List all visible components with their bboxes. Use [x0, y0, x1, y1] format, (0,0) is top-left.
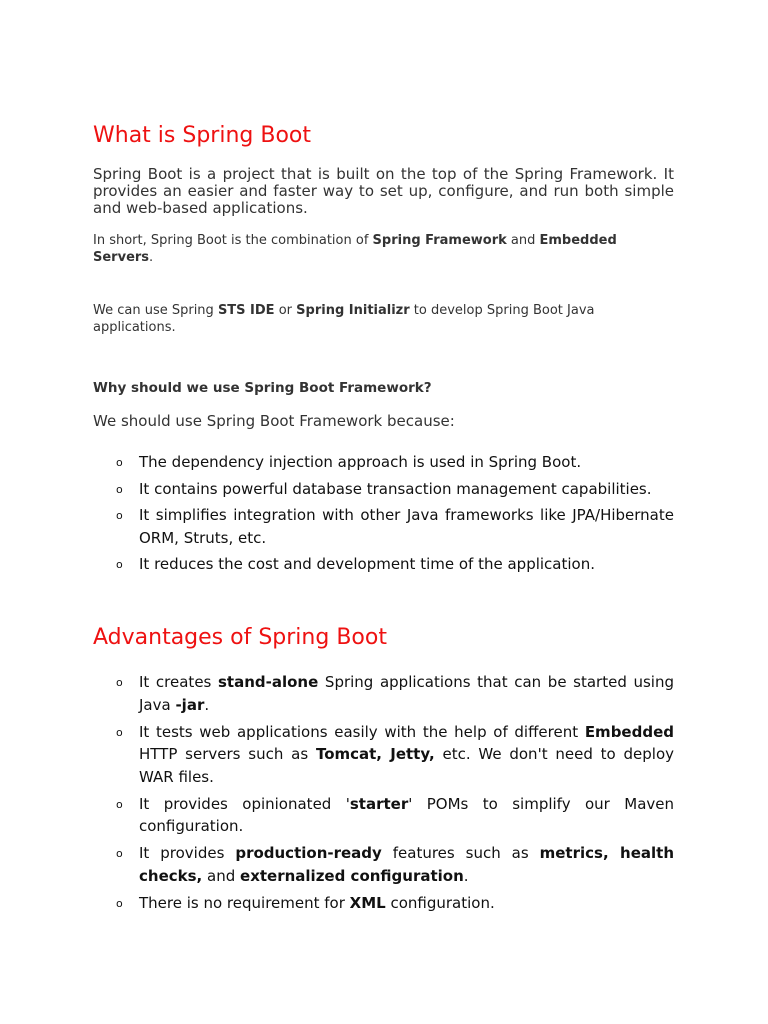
sts-bold-ide: STS IDE	[217, 303, 275, 318]
short-bold-spring-framework: Spring Framework	[372, 233, 507, 248]
why-subheading: Why should we use Spring Boot Framework?	[93, 380, 432, 396]
bullet-icon: o	[116, 797, 123, 811]
adv-text: There is no requirement for	[139, 893, 350, 912]
heading-what-is-spring-boot: What is Spring Boot	[93, 123, 311, 148]
adv-text: and	[202, 866, 241, 885]
short-text-1: In short, Spring Boot is the combination of	[93, 233, 373, 248]
adv-text: HTTP servers such as	[139, 745, 316, 763]
adv-text: .	[463, 866, 469, 885]
adv-text: features such as	[381, 844, 540, 862]
tools-paragraph	[93, 303, 674, 336]
short-text-2: and	[506, 233, 540, 248]
sts-text-2: or	[274, 303, 297, 318]
sts-text-1: We can use Spring	[93, 303, 218, 318]
sts-text-3: to develop Spring Boot Java applications.	[93, 303, 595, 335]
bullet-icon: o	[116, 482, 123, 496]
bullet-icon: o	[116, 456, 123, 469]
adv-bold: externalized configuration	[240, 866, 464, 885]
sts-bold-initializr: Spring Initializr	[296, 303, 410, 318]
adv-text: Spring applications that can be started using Java	[139, 673, 675, 714]
adv-text: ' POMs to simplify our Maven configuration.	[139, 794, 674, 835]
adv-text: configuration.	[385, 893, 495, 912]
list-item	[93, 451, 674, 474]
adv-text: It provides	[139, 844, 236, 862]
adv-text: etc. We don't need to deploy WAR files.	[139, 745, 674, 786]
bullet-icon: o	[116, 509, 123, 522]
short-summary-paragraph	[93, 233, 674, 266]
reason-text: It simplifies integration with other Java frameworks like JPA/Hibernate ORM, Struts, etc.	[139, 506, 674, 547]
adv-bold: production-ready	[235, 844, 382, 862]
reason-text: It reduces the cost and development time of the application.	[139, 555, 595, 573]
adv-text: It tests web applications easily with the help of different	[139, 722, 585, 741]
adv-bold: starter	[349, 794, 409, 813]
list-item	[93, 793, 674, 838]
bullet-icon: o	[116, 896, 123, 910]
adv-bold: Tomcat, Jetty,	[315, 745, 435, 763]
adv-bold: stand-alone	[218, 673, 319, 691]
bullet-icon: o	[116, 847, 123, 860]
adv-bold: Embedded	[584, 722, 674, 741]
heading-advantages: Advantages of Spring Boot	[93, 625, 387, 650]
short-bold-embedded-servers: Embedded Servers	[93, 233, 617, 265]
list-item	[93, 721, 674, 789]
adv-bold: metrics, health checks,	[139, 844, 674, 885]
because-paragraph: We should use Spring Boot Framework because:	[93, 412, 455, 430]
reasons-list	[93, 451, 674, 580]
list-item	[93, 553, 674, 576]
list-item	[93, 842, 674, 887]
adv-bold: -jar	[175, 695, 205, 714]
reason-text: It contains powerful database transaction management capabilities.	[139, 479, 652, 498]
adv-text: It creates	[139, 673, 218, 691]
bullet-icon: o	[116, 676, 123, 689]
list-item	[93, 671, 674, 716]
adv-text: It provides opinionated '	[139, 794, 350, 813]
bullet-icon: o	[116, 558, 123, 571]
list-item	[93, 504, 674, 549]
bullet-icon: o	[116, 725, 123, 739]
reason-text: The dependency injection approach is used in Spring Boot.	[139, 453, 582, 471]
adv-text: .	[204, 695, 210, 714]
advantages-list	[93, 671, 674, 919]
adv-bold: XML	[349, 893, 386, 912]
short-text-3: .	[149, 249, 154, 265]
list-item	[93, 478, 674, 501]
intro-paragraph: Spring Boot is a project that is built on the top of the Spring Framework. It provides an easier and faster way to set up, configure, and run both simple and web-based applications.	[93, 165, 674, 217]
list-item	[93, 892, 674, 915]
